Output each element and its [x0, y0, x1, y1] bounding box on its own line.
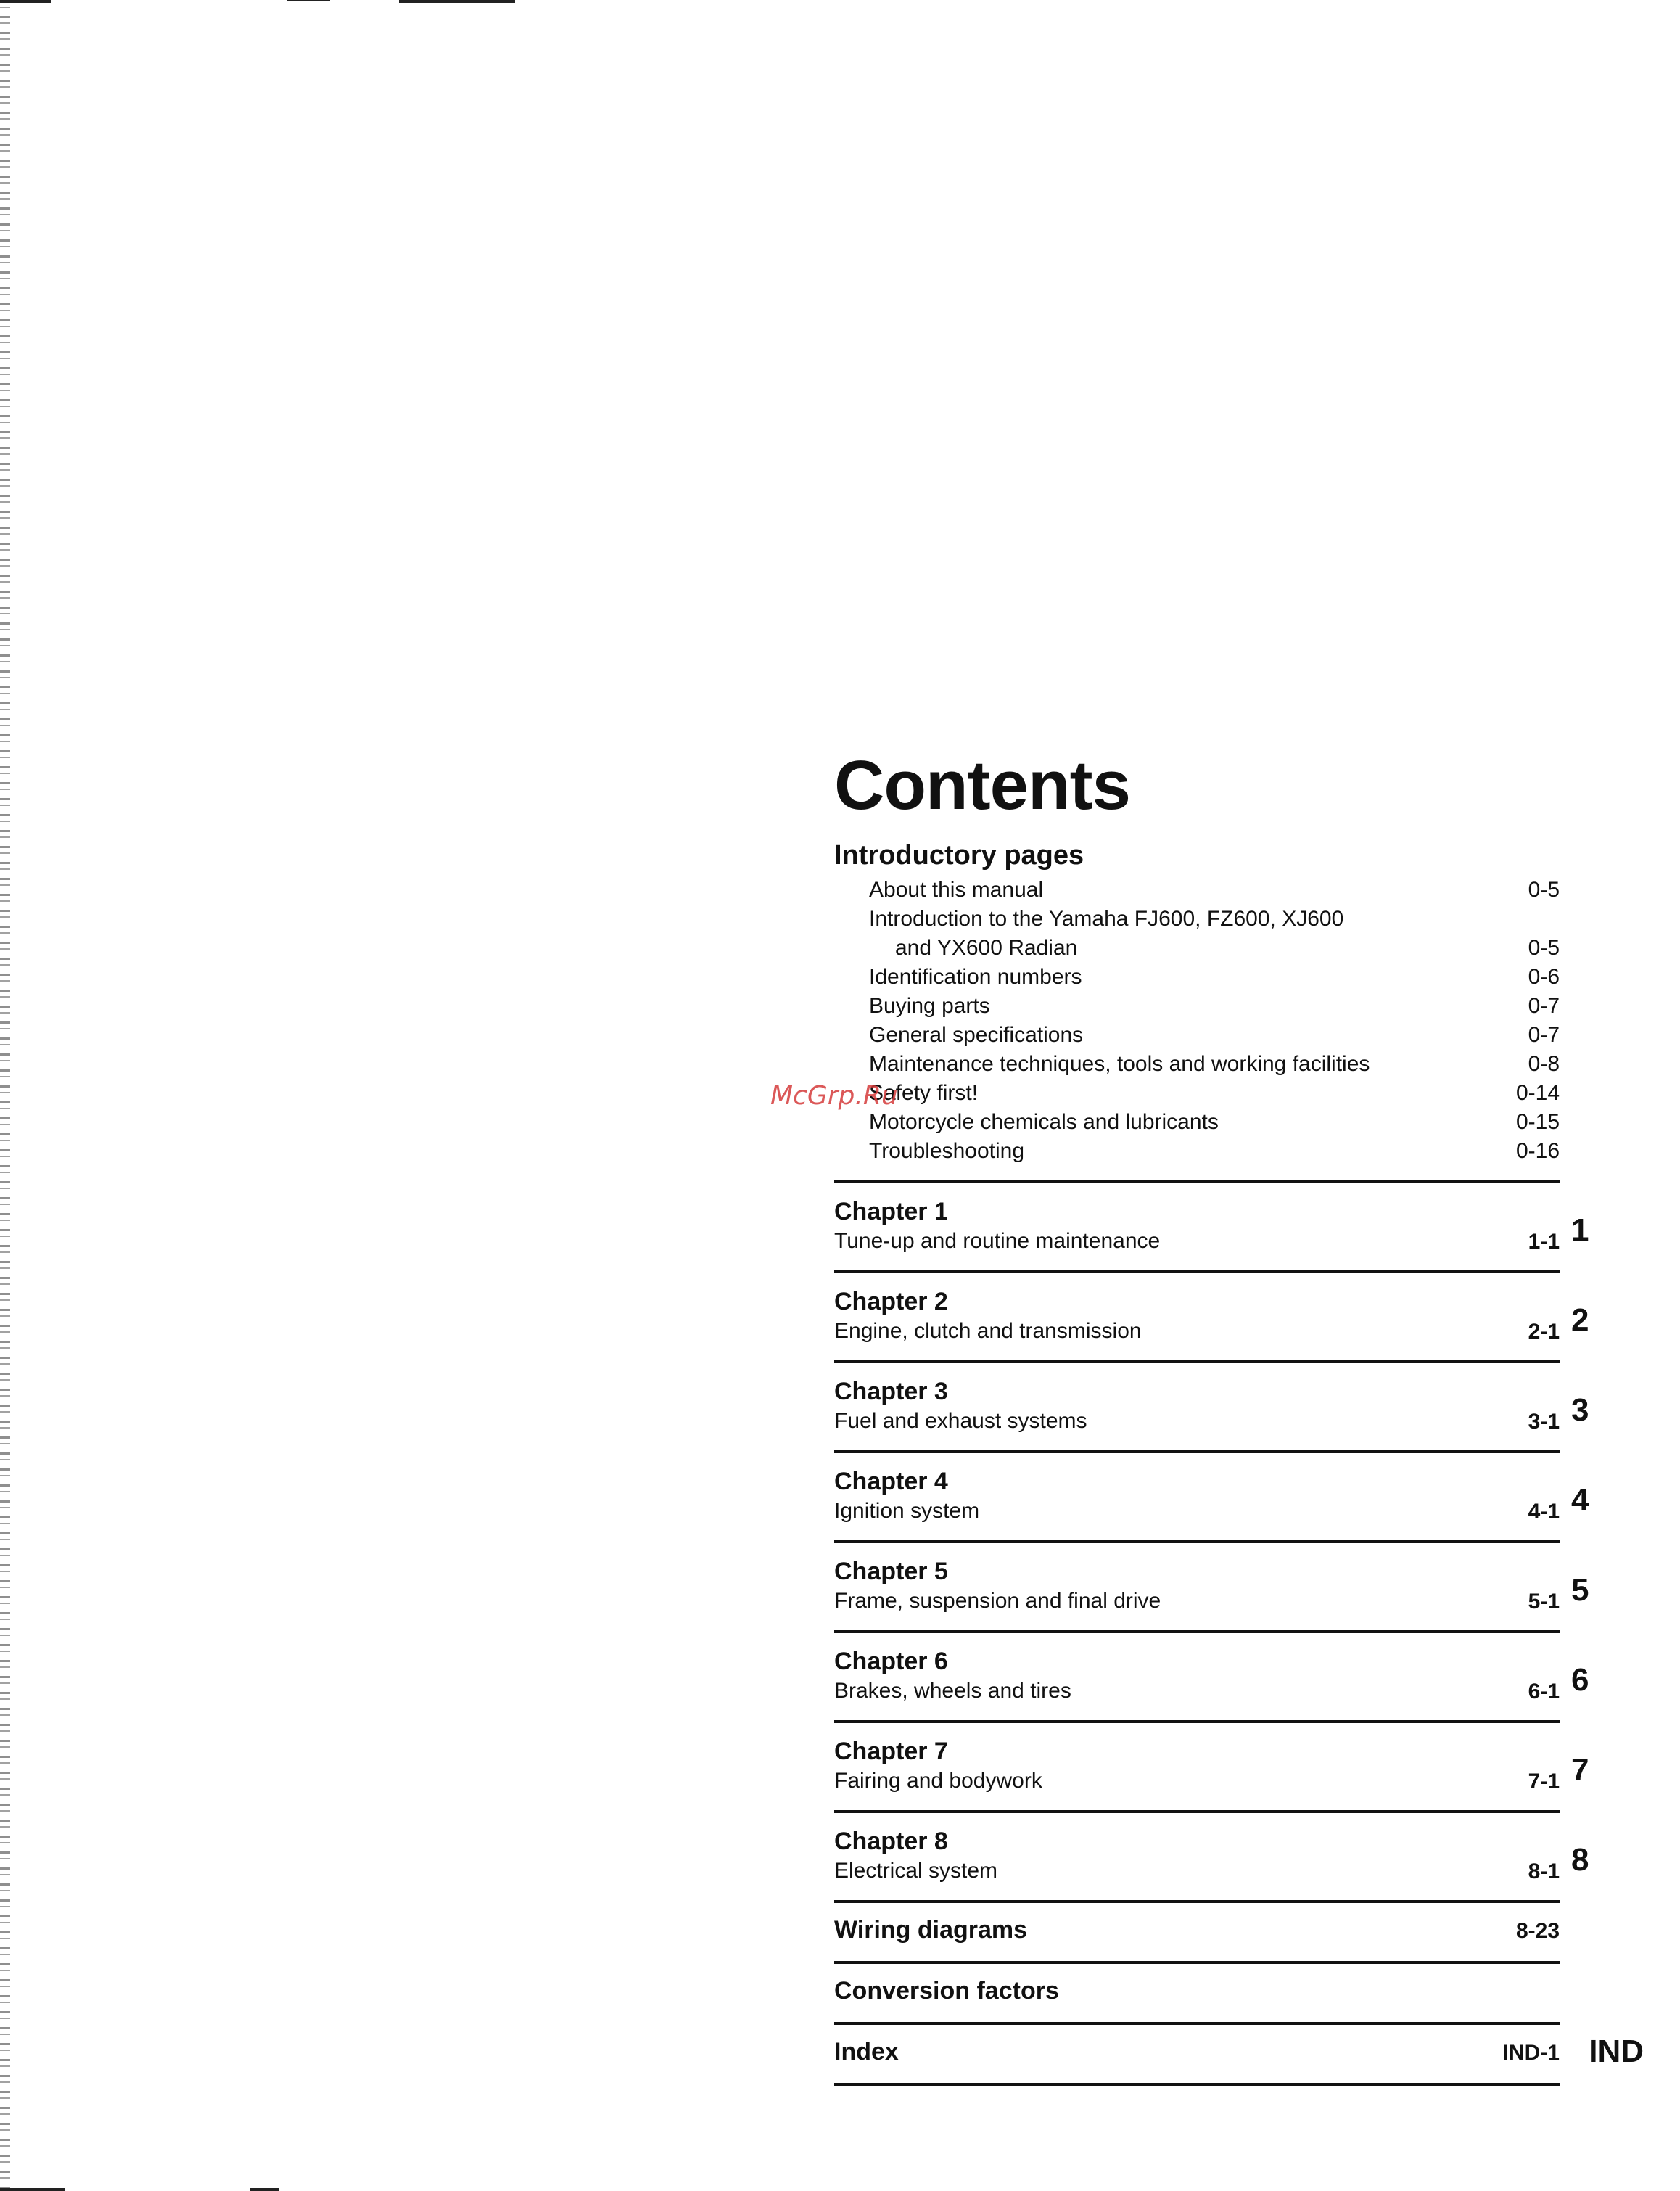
contents-page — [834, 747, 1647, 2086]
chapter-page: 5-1 — [1528, 1589, 1560, 1614]
page-title: Contents — [834, 747, 1130, 824]
watermark: McGrp.Ru — [770, 1081, 898, 1111]
index-tab: IND — [1589, 2033, 1644, 2069]
toc-entry[interactable]: Introduction to the Yamaha FJ600, FZ600, XJ600 — [869, 906, 1344, 931]
chapter-tab: 3 — [1571, 1392, 1589, 1428]
scan-edge-artifact — [0, 0, 10, 2191]
chapter-page: 4-1 — [1528, 1499, 1560, 1524]
chapter-subtitle: Engine, clutch and transmission — [834, 1318, 1142, 1343]
chapter-entry-5[interactable] — [834, 1543, 1589, 1633]
toc-entry[interactable]: Maintenance techniques, tools and working facilities 0-8 — [869, 1051, 1560, 1076]
chapter-tab: 7 — [1571, 1751, 1589, 1788]
chapter-name: Chapter 1 — [834, 1197, 948, 1225]
wiring-diagrams-entry[interactable]: Wiring diagrams 8-23 — [834, 1903, 1560, 1964]
chapter-entry-1[interactable] — [834, 1183, 1589, 1273]
chapter-subtitle: Tune-up and routine maintenance — [834, 1228, 1161, 1253]
chapter-name: Chapter 8 — [834, 1827, 948, 1855]
chapter-tab: 2 — [1571, 1302, 1589, 1338]
chapter-tab: 8 — [1571, 1841, 1589, 1878]
chapter-tab: 5 — [1571, 1571, 1589, 1608]
chapter-name: Chapter 4 — [834, 1467, 948, 1495]
intro-heading: Introductory pages — [834, 840, 1084, 871]
bottom-edge-artifact — [250, 2188, 279, 2191]
chapter-entry-4[interactable] — [834, 1453, 1589, 1543]
chapter-entry-2[interactable] — [834, 1273, 1589, 1363]
chapter-page: 8-1 — [1528, 1859, 1560, 1883]
chapter-page: 1-1 — [1528, 1229, 1560, 1254]
toc-entry[interactable]: Identification numbers 0-6 — [869, 964, 1560, 989]
toc-entry[interactable]: Safety first! 0-14 — [869, 1080, 1560, 1105]
top-rule-artifact — [287, 0, 330, 1]
chapter-subtitle: Frame, suspension and final drive — [834, 1588, 1161, 1613]
toc-entry-continued[interactable]: and YX600 Radian 0-5 — [895, 935, 1560, 960]
chapter-name: Chapter 2 — [834, 1287, 948, 1315]
chapter-subtitle: Electrical system — [834, 1858, 998, 1883]
bottom-edge-artifact — [0, 2188, 65, 2191]
chapter-subtitle: Brakes, wheels and tires — [834, 1678, 1071, 1703]
toc-entry[interactable]: Troubleshooting 0-16 — [869, 1138, 1560, 1163]
chapter-subtitle: Fairing and bodywork — [834, 1768, 1042, 1793]
top-rule-artifact — [0, 0, 51, 3]
index-entry[interactable]: Index IND-1 IND — [834, 2025, 1560, 2086]
chapter-entry-8[interactable] — [834, 1813, 1589, 1903]
chapter-tab: 6 — [1571, 1661, 1589, 1698]
chapter-page: 3-1 — [1528, 1409, 1560, 1434]
chapter-entry-6[interactable] — [834, 1633, 1589, 1723]
conversion-factors-entry[interactable]: Conversion factors — [834, 1964, 1560, 2025]
chapter-name: Chapter 6 — [834, 1647, 948, 1675]
chapter-entry-7[interactable] — [834, 1723, 1589, 1813]
chapter-entry-3[interactable] — [834, 1363, 1589, 1453]
chapter-name: Chapter 3 — [834, 1377, 948, 1405]
top-rule-artifact — [399, 0, 515, 3]
intro-list — [834, 876, 1560, 1166]
toc-entry[interactable]: General specifications 0-7 — [869, 1022, 1560, 1047]
chapter-tab: 1 — [1571, 1212, 1589, 1248]
toc-entry[interactable]: About this manual 0-5 — [869, 877, 1560, 902]
chapter-name: Chapter 7 — [834, 1737, 948, 1765]
chapter-subtitle: Ignition system — [834, 1498, 980, 1523]
toc-entry[interactable]: Motorcycle chemicals and lubricants 0-15 — [869, 1109, 1560, 1134]
chapter-subtitle: Fuel and exhaust systems — [834, 1408, 1087, 1433]
chapter-page: 6-1 — [1528, 1679, 1560, 1703]
chapter-tab: 4 — [1571, 1481, 1589, 1518]
chapter-list — [834, 1180, 1644, 2086]
chapter-name: Chapter 5 — [834, 1557, 948, 1585]
toc-entry[interactable]: Buying parts 0-7 — [869, 993, 1560, 1018]
chapter-page: 2-1 — [1528, 1319, 1560, 1344]
chapter-page: 7-1 — [1528, 1769, 1560, 1793]
